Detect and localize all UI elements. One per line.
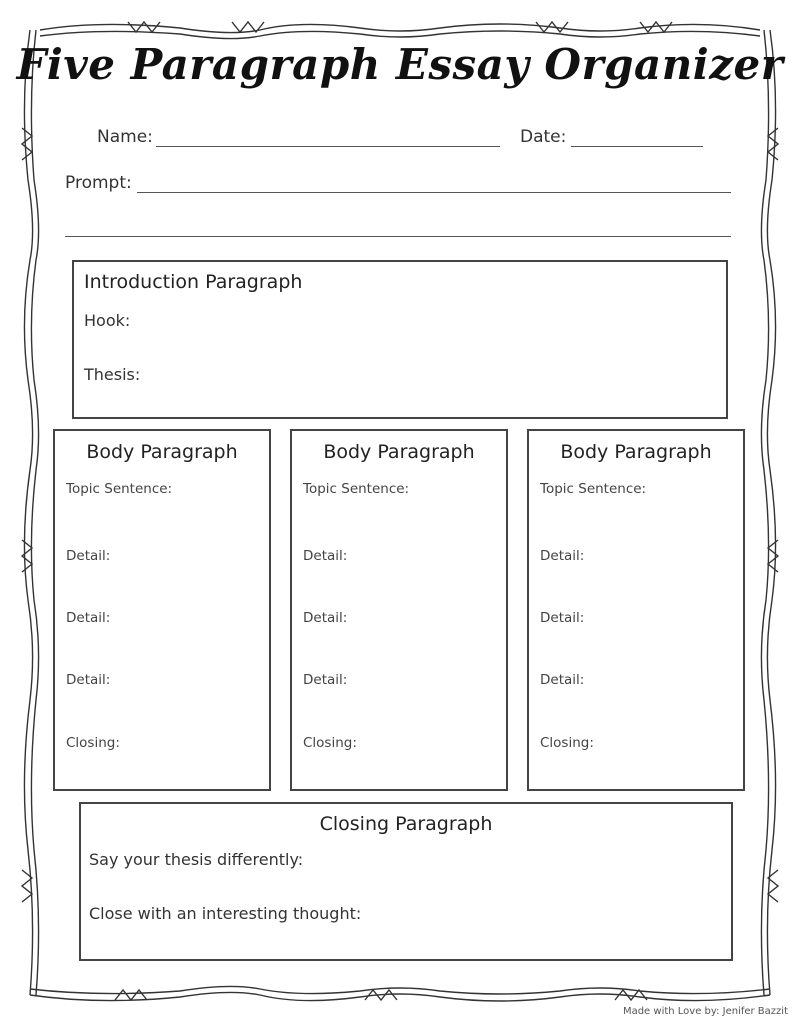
detail-label: Detail: (540, 672, 585, 688)
body-paragraph-box-2 (290, 429, 508, 791)
closing-label: Closing: (303, 735, 357, 751)
detail-label: Detail: (66, 610, 111, 626)
introduction-paragraph-box (72, 260, 728, 419)
page-title: Five Paragraph Essay Organizer (16, 40, 784, 89)
body-paragraph-title: Body Paragraph (86, 441, 238, 463)
detail-label: Detail: (540, 548, 585, 564)
detail-label: Detail: (303, 672, 348, 688)
detail-label: Detail: (303, 548, 348, 564)
name-field[interactable] (156, 146, 500, 147)
prompt-field-line-1[interactable] (137, 192, 731, 193)
body-paragraph-box-1 (53, 429, 271, 791)
body-paragraph-title: Body Paragraph (560, 441, 712, 463)
detail-label: Detail: (66, 548, 111, 564)
closing-paragraph-box (79, 802, 733, 961)
topic-sentence-label: Topic Sentence: (303, 481, 410, 497)
interesting-thought-label: Close with an interesting thought: (89, 904, 362, 923)
prompt-label: Prompt: (65, 173, 132, 193)
hook-label: Hook: (84, 311, 131, 330)
body-paragraph-box-3 (527, 429, 745, 791)
closing-label: Closing: (66, 735, 120, 751)
restate-thesis-label: Say your thesis differently: (89, 850, 304, 869)
topic-sentence-label: Topic Sentence: (66, 481, 173, 497)
detail-label: Detail: (303, 610, 348, 626)
introduction-title: Introduction Paragraph (84, 271, 303, 293)
date-field[interactable] (571, 146, 703, 147)
name-label: Name: (97, 127, 153, 147)
credit-text: Made with Love by: Jenifer Bazzit (622, 1006, 788, 1017)
detail-label: Detail: (540, 610, 585, 626)
prompt-field-line-2[interactable] (65, 236, 731, 237)
date-label: Date: (520, 127, 567, 147)
detail-label: Detail: (66, 672, 111, 688)
closing-label: Closing: (540, 735, 594, 751)
closing-title: Closing Paragraph (319, 813, 493, 835)
topic-sentence-label: Topic Sentence: (540, 481, 647, 497)
body-paragraph-title: Body Paragraph (323, 441, 475, 463)
thesis-label: Thesis: (84, 365, 141, 384)
